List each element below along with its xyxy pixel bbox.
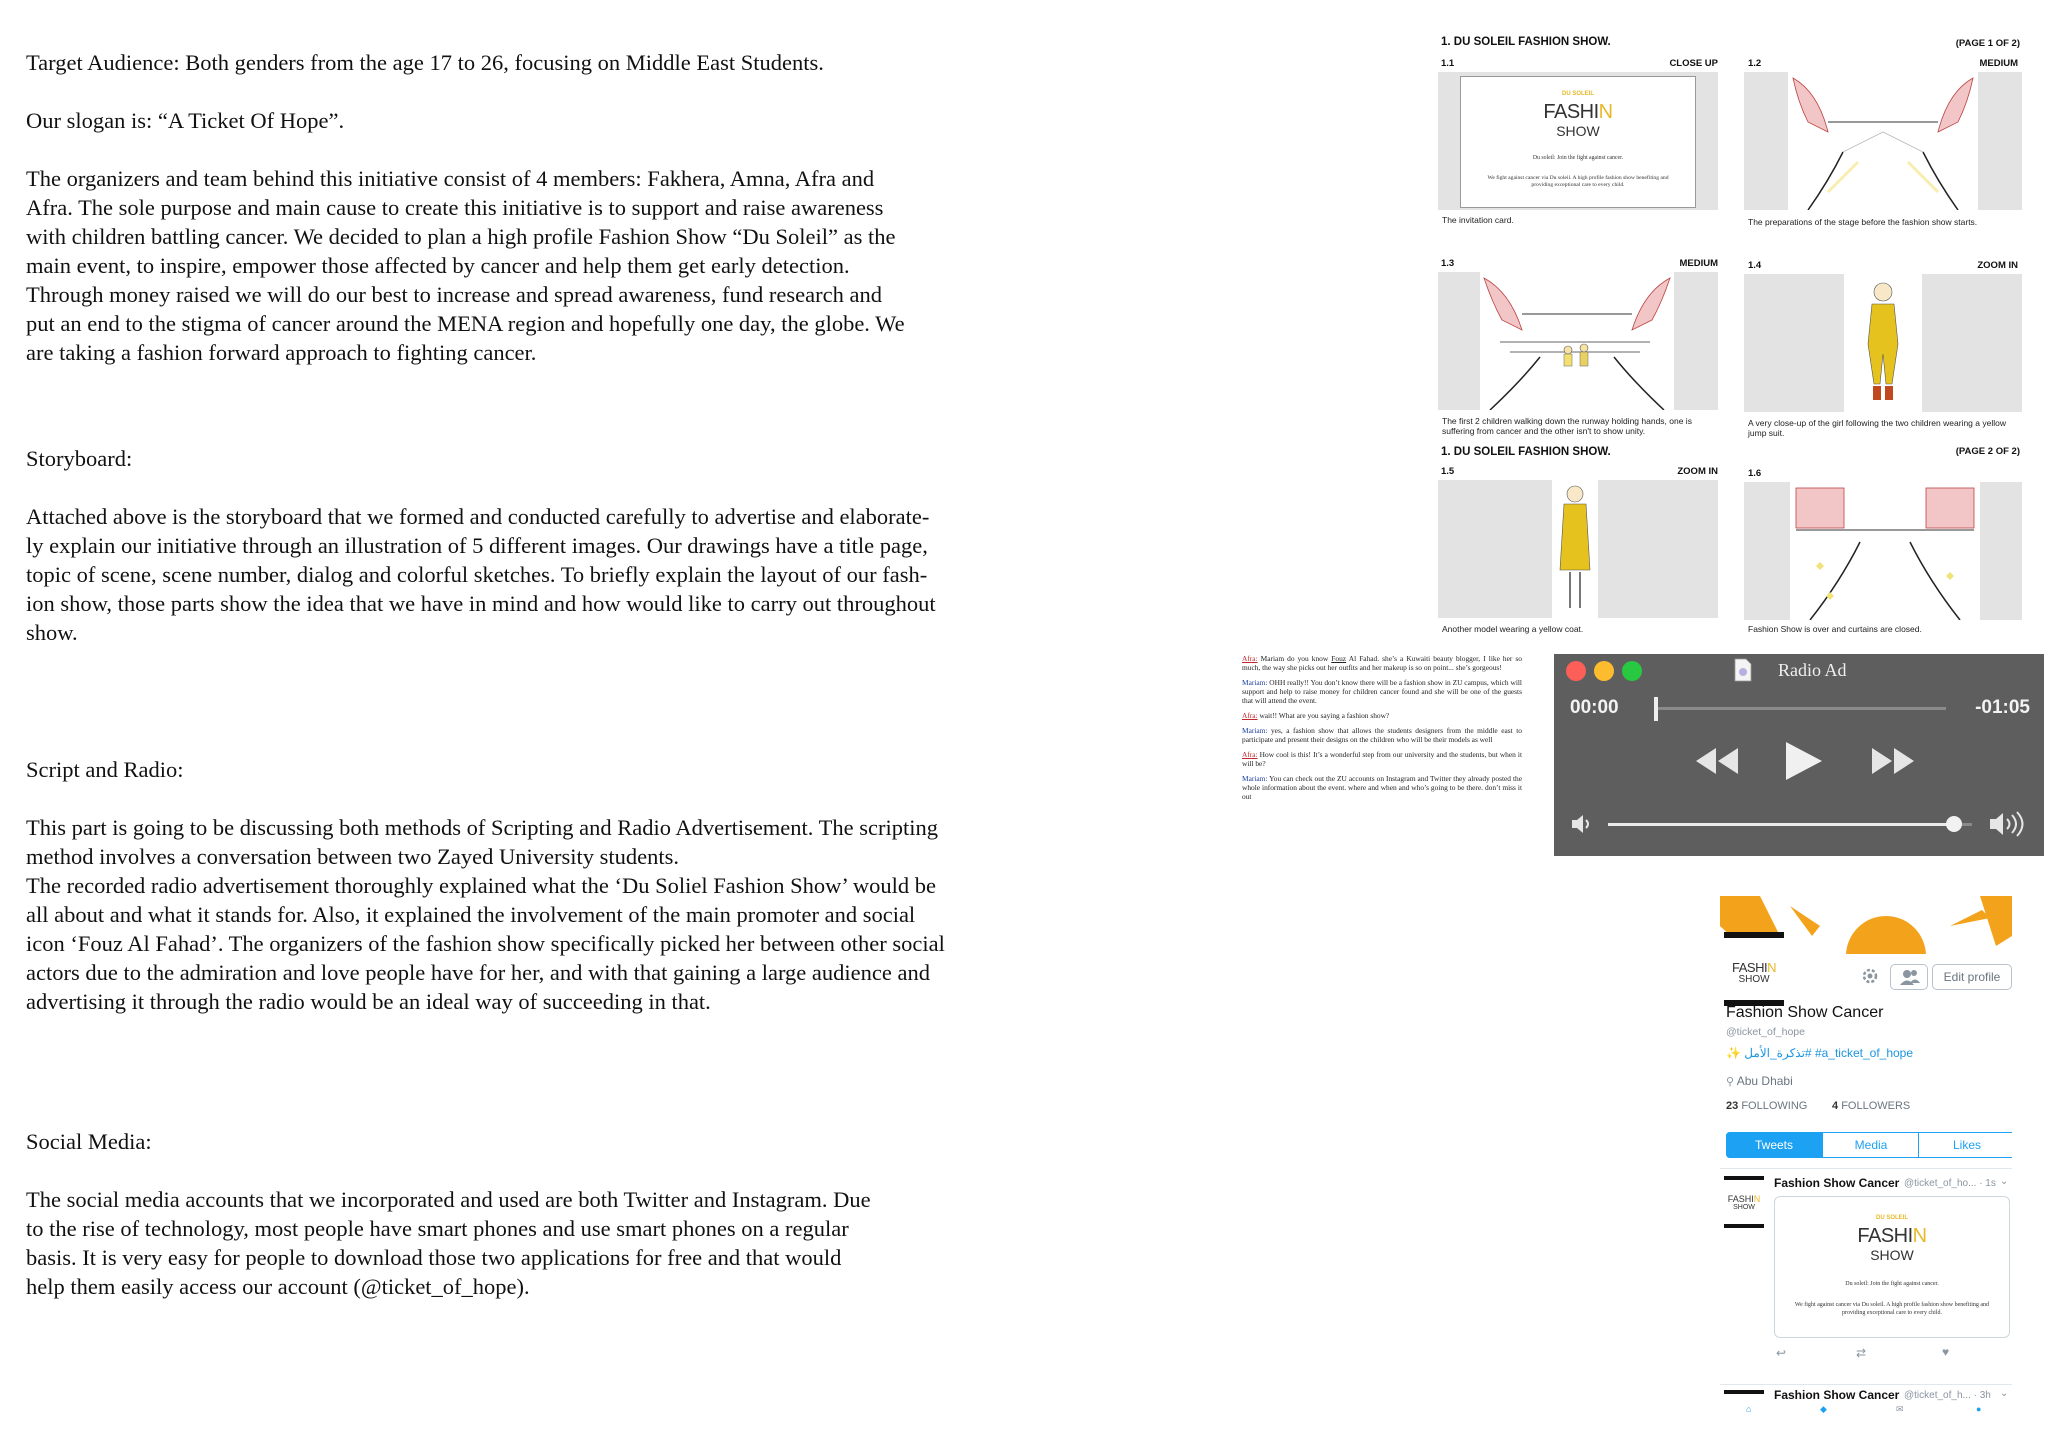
avatar-logo-text	[1724, 1194, 1764, 1204]
retweet-icon[interactable]: ⇄	[1856, 1346, 1867, 1360]
dialog-text: Mariam do you know	[1257, 654, 1332, 663]
follow-button[interactable]	[1890, 964, 1928, 990]
storyboard-paragraph	[26, 502, 1036, 647]
remaining-time: -01:05	[1975, 697, 2030, 718]
profile-location	[1726, 1074, 1793, 1088]
frame-shot-type: MEDIUM	[1979, 58, 2018, 69]
followers-count: 4	[1832, 1100, 1839, 1112]
text-line: all about and what it stands for. Also, it explained the involvement of the main promoter and social	[26, 902, 916, 927]
organizers-paragraph	[26, 164, 1036, 367]
tweet-meta: @ticket_of_h... · 3h	[1904, 1390, 1991, 1401]
speaker: Mariam:	[1242, 774, 1268, 783]
following-stat[interactable]	[1726, 1100, 1807, 1112]
elapsed-time: 00:00	[1570, 697, 1619, 718]
volume-knob[interactable]	[1946, 816, 1962, 832]
tweet-author: Fashion Show Cancer	[1774, 1176, 1900, 1190]
logo-text: FASHI	[1727, 1194, 1754, 1204]
logo-text-accent: N	[1767, 960, 1776, 975]
jumpsuit-sketch-drawing	[1844, 274, 1922, 412]
text-line: icon ‘Fouz Al Fahad’. The organizers of the fashion show specifically picked her between other social	[26, 931, 945, 956]
avatar-logo-show: SHOW	[1738, 974, 1770, 985]
logo-text-accent: N	[1753, 1194, 1761, 1204]
player-title: Radio Ad	[1778, 660, 1847, 680]
script-line	[1242, 726, 1522, 744]
twitter-profile	[1720, 896, 2012, 1416]
text-line: The recorded radio advertisement thoroughly explained what the ‘Du Soliel Fashion Show’ would be	[26, 873, 936, 898]
logo-text: FASHI	[1857, 1225, 1913, 1247]
text-line: ly explain our initiative through an illustration of 5 different images. Our drawings have a title page,	[26, 533, 928, 558]
text-line: Attached above is the storyboard that we formed and conducted carefully to advertise and elaborate-	[26, 504, 930, 529]
avatar-logo-show: SHOW	[1733, 1204, 1755, 1211]
heart-icon[interactable]: ♥	[1942, 1345, 1950, 1359]
text-line: Through money raised we will do our best to increase and spread awareness, fund research and	[26, 282, 882, 307]
text-line: put an end to the stigma of cancer around the MENA region and hopefully one day, the globe. We	[26, 311, 905, 336]
progress-scrubber[interactable]	[1654, 697, 1658, 721]
logo-show-text: SHOW	[1870, 1247, 1914, 1263]
stage-sketch-drawing	[1788, 72, 1978, 210]
text-line: ion show, those parts show the idea that we have in mind and how would like to carry out throughout	[26, 591, 936, 616]
frame-caption: The first 2 children walking down the runway holding hands, one is suffering from cancer and the other isn't to show unity.	[1442, 416, 1692, 436]
maximize-window-button[interactable]	[1622, 661, 1642, 681]
text-line: basis. It is very easy for people to download those two applications for free and that would	[26, 1245, 842, 1270]
dialog-text: OHH really!! You don’t know there will be a fashion show in ZU campus, which will support and help to raise money for children cancer found and she will be one of the guests that will attend the event.	[1242, 678, 1522, 705]
volume-track[interactable]	[1608, 823, 1972, 826]
storyboard-heading: Storyboard:	[26, 446, 133, 471]
frame-1-4	[1744, 274, 2022, 412]
gear-icon[interactable]	[1860, 966, 1880, 986]
reply-icon[interactable]: ↩	[1776, 1346, 1787, 1360]
script-line	[1242, 774, 1522, 801]
chevron-down-icon[interactable]: ⌄	[2000, 1176, 2009, 1187]
frame-shot-type: CLOSE UP	[1669, 58, 1718, 69]
followers-stat[interactable]	[1832, 1100, 1910, 1112]
tweet[interactable]	[1720, 1170, 2012, 1380]
following-label: FOLLOWING	[1741, 1100, 1808, 1112]
tab-tweets[interactable]: Tweets	[1726, 1132, 1822, 1158]
frame-caption: A very close-up of the girl following the two children wearing a yellow jump suit.	[1748, 418, 2006, 438]
fashion-show-logo	[1775, 1225, 2009, 1248]
location-pin-icon: ⚲	[1726, 1076, 1735, 1088]
location-text: Abu Dhabi	[1736, 1074, 1793, 1088]
jumpsuit-sketch	[1844, 274, 1922, 412]
dialog-text: Al Fahad. she’s a Kuwaiti beauty blogger, I like her so much, the way she picks out her outfits and her makeup is so on point... she’s gorgeous!	[1242, 654, 1522, 672]
logo-text-accent: N	[1598, 101, 1613, 123]
speaker: Afra:	[1242, 654, 1258, 663]
script-radio-paragraph	[26, 813, 1036, 1016]
text-line: actors due to the admiration and love people have for her, and with that gaining a large audience and	[26, 960, 930, 985]
text-line: show.	[26, 620, 78, 645]
frame-shot-type: MEDIUM	[1679, 258, 1718, 269]
yellow-coat-sketch-drawing	[1552, 480, 1598, 618]
frame-caption: Fashion Show is over and curtains are closed.	[1748, 624, 1922, 634]
logo-text: FASHI	[1543, 101, 1599, 123]
frame-1-2	[1744, 72, 2022, 210]
tab-likes[interactable]: Likes	[1918, 1132, 2012, 1158]
dialog-text: How cool is this! It’s a wonderful step from our university and the students, but when it will be?	[1242, 750, 1522, 768]
hashtag-link[interactable]: #a_ticket_of_hope	[1814, 1046, 1914, 1060]
script-line	[1242, 654, 1522, 672]
text-line: main event, to inspire, empower those affected by cancer and help them get early detection.	[26, 253, 850, 278]
edit-profile-button[interactable]: Edit profile	[1932, 964, 2012, 990]
tweet-author: Fashion Show Cancer	[1774, 1388, 1900, 1402]
storyboard	[1438, 34, 2022, 646]
text-line: with children battling cancer. We decided to plan a high profile Fashion Show “Du Soleil” as the	[26, 224, 896, 249]
avatar-logo-text	[1724, 960, 1784, 975]
progress-track[interactable]	[1654, 707, 1946, 710]
script-line	[1242, 678, 1522, 705]
logo-show-text: SHOW	[1556, 123, 1600, 139]
bottom-tab-bar	[1720, 1404, 2012, 1416]
tweet-media-card[interactable]	[1774, 1196, 2010, 1338]
frame-caption: Another model wearing a yellow coat.	[1442, 624, 1584, 634]
volume-fill	[1608, 823, 1954, 826]
social-media-heading: Social Media:	[26, 1129, 152, 1154]
card-line-1: Du soleil: Join the fight against cancer.	[1845, 1281, 1939, 1287]
text-line: topic of scene, scene number, dialog and colorful sketches. To briefly explain the layout of our fash-	[26, 562, 928, 587]
frame-number: 1.4	[1748, 260, 1762, 271]
text-line: method involves a conversation between two Zayed University students.	[26, 844, 679, 869]
radio-script	[1242, 654, 1522, 807]
messages-icon[interactable]: ✉	[1896, 1404, 1904, 1414]
frame-number: 1.1	[1441, 58, 1455, 69]
invitation-card	[1460, 76, 1696, 208]
speaker: Afra:	[1242, 750, 1258, 759]
volume-high-icon[interactable]	[1988, 810, 2028, 838]
hashtag-arabic[interactable]: #تذكرة_الأمل	[1744, 1046, 1812, 1060]
play-icon[interactable]	[1784, 740, 1824, 782]
closed-curtains-sketch	[1790, 482, 1980, 620]
radio-player-window	[1554, 654, 2044, 856]
script-radio-heading: Script and Radio:	[26, 757, 184, 782]
frame-number: 1.5	[1441, 466, 1455, 477]
logo-text-accent: N	[1912, 1225, 1927, 1247]
frame-1-5	[1438, 480, 1718, 618]
home-icon[interactable]: ⌂	[1746, 1404, 1752, 1414]
speaker: Mariam:	[1242, 726, 1268, 735]
logo-top-text: DU SOLEIL	[1875, 1215, 1908, 1221]
tab-media[interactable]: Media	[1822, 1132, 1919, 1158]
storyboard-page-label: (PAGE 2 OF 2)	[1955, 446, 2020, 457]
frame-number: 1.3	[1441, 258, 1455, 269]
storyboard-title: 1. DU SOLEIL FASHION SHOW.	[1441, 36, 1611, 48]
text-line: advertising it through the radio would be an ideal way of succeeding in that.	[26, 989, 711, 1014]
profile-icon[interactable]: ●	[1976, 1404, 1982, 1414]
text-line: are taking a fashion forward approach to fighting cancer.	[26, 340, 537, 365]
divider	[1720, 1384, 2012, 1385]
tweet-avatar[interactable]	[1724, 1176, 1764, 1228]
profile-bio	[1726, 1046, 1913, 1060]
text-line: help them easily access our account (@ticket_of_hope).	[26, 1274, 530, 1299]
add-user-icon	[1899, 969, 1921, 985]
card-line-2: We fight against cancer via Du soleil. A high profile fashion show benefiting and providing exceptional care to every child.	[1794, 1302, 1990, 1316]
fast-forward-icon[interactable]	[1870, 746, 1916, 776]
social-media-paragraph	[26, 1185, 1036, 1301]
slogan-text: Our slogan is: “A Ticket Of Hope”.	[26, 108, 345, 133]
closed-curtains-sketch-drawing	[1790, 482, 1980, 620]
audio-file-icon	[1734, 658, 1752, 682]
dialog-text: yes, a fashion show that allows the students designers from the middle east to participate and present their designs on the children who will be their models as well	[1242, 726, 1522, 744]
text-line: The social media accounts that we incorporated and used are both Twitter and Instagram. Due	[26, 1187, 871, 1212]
divider	[1720, 1168, 2012, 1169]
logo-top-text: DU SOLEIL	[1561, 91, 1594, 97]
minimize-window-button[interactable]	[1594, 661, 1614, 681]
sparkle-icon: ✨	[1726, 1046, 1741, 1060]
frame-caption: The invitation card.	[1442, 215, 1514, 225]
close-window-button[interactable]	[1566, 661, 1586, 681]
notifications-icon[interactable]: ◆	[1820, 1404, 1827, 1414]
frame-number: 1.2	[1748, 58, 1762, 69]
text-line: This part is going to be discussing both methods of Scripting and Radio Advertisement. The scripting	[26, 815, 938, 840]
speaker: Mariam:	[1242, 678, 1268, 687]
script-line	[1242, 750, 1522, 768]
frame-shot-type: ZOOM IN	[1677, 466, 1718, 477]
tweet-meta: @ticket_of_ho... · 1s	[1904, 1178, 1996, 1189]
dialog-text: You can check out the ZU accounts on Instagram and Twitter they already posted the whole information about the event. where and when and who’s going to be there. don’t miss it out	[1242, 774, 1522, 801]
profile-name: Fashion Show Cancer	[1726, 1004, 1884, 1021]
dialog-text: wait!! What are you saying a fashion show?	[1257, 711, 1390, 720]
tweet-avatar[interactable]	[1724, 1390, 1764, 1394]
chevron-down-icon[interactable]: ⌄	[2000, 1388, 2009, 1399]
card-line-1: Du soleil: Join the fight against cancer.	[1532, 155, 1624, 161]
profile-avatar[interactable]	[1724, 932, 1784, 1006]
following-count: 23	[1726, 1100, 1739, 1112]
runway-sketch-drawing	[1480, 272, 1674, 410]
frame-1-1	[1438, 72, 1718, 210]
text-line: to the rise of technology, most people have smart phones and use smart phones on a regular	[26, 1216, 849, 1241]
frame-1-6	[1744, 482, 2022, 620]
storyboard-title: 1. DU SOLEIL FASHION SHOW.	[1441, 446, 1611, 458]
rewind-icon[interactable]	[1694, 746, 1740, 776]
frame-number: 1.6	[1748, 468, 1762, 479]
frame-shot-type: ZOOM IN	[1977, 260, 2018, 271]
text-line: Afra. The sole purpose and main cause to create this initiative is to support and raise awareness	[26, 195, 884, 220]
stage-sketch	[1788, 72, 1978, 210]
frame-1-3	[1438, 272, 1718, 410]
target-audience-text: Target Audience: Both genders from the age 17 to 26, focusing on Middle East Students.	[26, 50, 824, 75]
script-line	[1242, 711, 1522, 720]
storyboard-page-label: (PAGE 1 OF 2)	[1955, 38, 2020, 49]
profile-handle: @ticket_of_hope	[1726, 1026, 1805, 1038]
text-line: The organizers and team behind this initiative consist of 4 members: Fakhera, Amna, Afra and	[26, 166, 875, 191]
dialog-link: Fouz	[1331, 654, 1347, 663]
frame-caption: The preparations of the stage before the fashion show starts.	[1748, 217, 1978, 227]
yellow-coat-sketch	[1552, 480, 1598, 618]
volume-low-icon[interactable]	[1570, 812, 1594, 836]
followers-label: FOLLOWERS	[1841, 1100, 1911, 1112]
logo-text: FASHI	[1732, 960, 1768, 975]
card-line-2: We fight against cancer via Du soleil. A high profile fashion show benefiting and providing exceptional care to every child.	[1487, 175, 1669, 188]
runway-sketch	[1480, 272, 1674, 410]
speaker: Afra:	[1242, 711, 1258, 720]
fashion-show-logo	[1461, 101, 1695, 124]
